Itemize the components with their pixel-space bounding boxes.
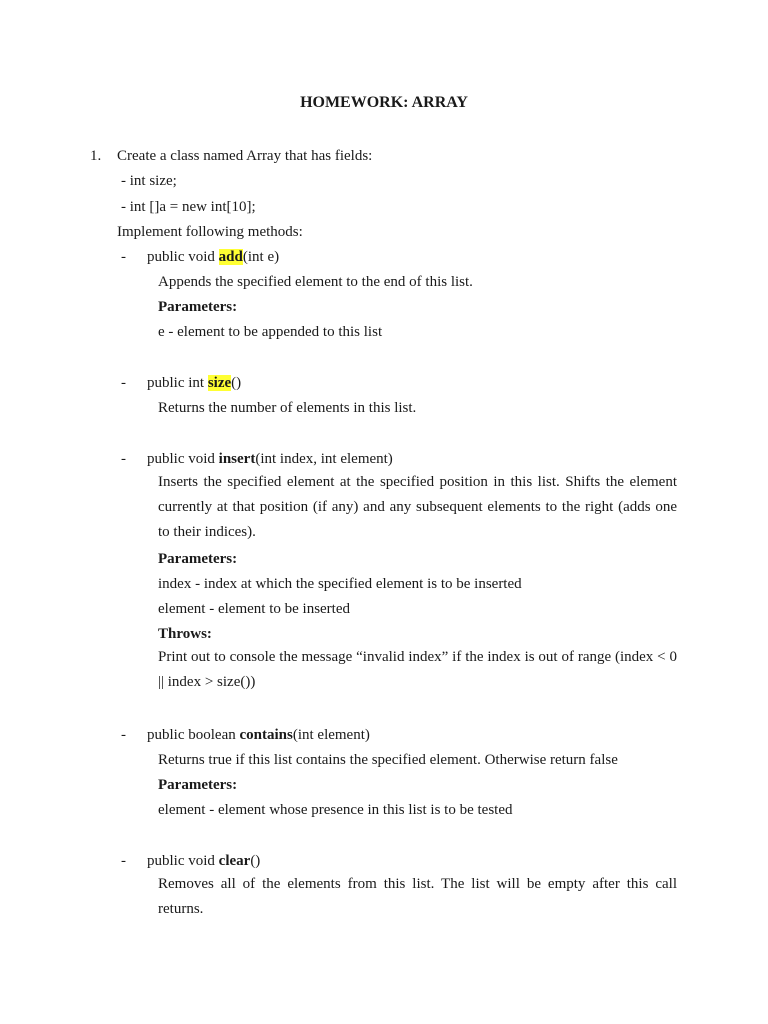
bullet-dash: -	[121, 853, 126, 869]
method-params: ()	[231, 375, 242, 391]
item-number: 1.	[90, 148, 102, 164]
method-add-params-label: Parameters:	[158, 299, 238, 315]
bullet-dash: -	[121, 375, 126, 391]
bullet-dash: -	[121, 249, 126, 265]
method-clear-desc: Removes all of the elements from this list. The list will be empty after this call returns.	[158, 876, 677, 917]
method-size-desc: Returns the number of elements in this list.	[158, 400, 417, 416]
method-clear-name: clear	[218, 853, 251, 869]
method-insert-throws-desc: Print out to console the message “invalid index” if the index is out of range (index < 0 || index > size())	[158, 649, 677, 690]
method-add-desc: Appends the specified element to the end of this list.	[158, 274, 473, 290]
method-prefix: public void	[147, 853, 219, 869]
method-insert-param-element: element - element to be inserted	[158, 601, 351, 617]
method-contains-desc: Returns true if this list contains the specified element. Otherwise return false	[158, 752, 618, 768]
method-insert-params-label: Parameters:	[158, 551, 238, 567]
method-contains-signature	[147, 726, 370, 744]
method-add-name: add	[218, 249, 243, 265]
method-params: (int index, int element)	[255, 451, 393, 467]
method-insert-name: insert	[218, 451, 256, 467]
method-insert-throws-label: Throws:	[158, 626, 212, 642]
method-size-signature	[147, 374, 241, 392]
field-array: - int []a = new int[10];	[121, 199, 256, 215]
method-insert-param-index: index - index at which the specified element is to be inserted	[158, 576, 522, 592]
method-clear-signature	[147, 852, 260, 870]
method-params: ()	[250, 853, 261, 869]
method-contains-name: contains	[239, 727, 293, 743]
page-title: HOMEWORK: ARRAY	[300, 94, 468, 111]
method-prefix: public int	[147, 375, 208, 391]
method-insert-signature	[147, 450, 393, 468]
method-params: (int e)	[242, 249, 280, 265]
method-add-param: e - element to be appended to this list	[158, 324, 383, 340]
method-size-name: size	[207, 375, 232, 391]
method-prefix: public void	[147, 249, 219, 265]
method-prefix: public void	[147, 451, 219, 467]
method-prefix: public boolean	[147, 727, 240, 743]
implement-text: Implement following methods:	[117, 224, 303, 240]
method-contains-params-label: Parameters:	[158, 777, 238, 793]
method-params: (int element)	[292, 727, 370, 743]
method-add-signature	[147, 248, 279, 266]
bullet-dash: -	[121, 727, 126, 743]
method-insert-desc: Inserts the specified element at the specified position in this list. Shifts the element currently at that position (if any) and any subsequent elements to the right (adds one to their indices).	[158, 474, 677, 540]
intro-text: Create a class named Array that has fields:	[117, 148, 373, 164]
method-contains-param: element - element whose presence in this list is to be tested	[158, 802, 513, 818]
bullet-dash: -	[121, 451, 126, 467]
field-size: - int size;	[121, 173, 177, 189]
